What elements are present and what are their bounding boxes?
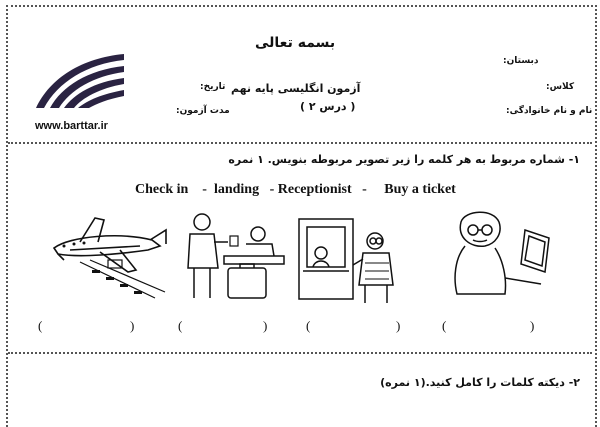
question2-instruction: ۲- دیکته کلمات را کامل کنید.(۱ نمره) <box>380 376 580 389</box>
answer-open-bracket-2: ( <box>178 318 183 333</box>
barttar-logo <box>32 48 132 108</box>
answer-close-bracket-1: ) <box>130 318 135 333</box>
exam-title: آزمون انگلیسی پایه نهم <box>231 82 361 95</box>
answer-open-bracket-4: ( <box>442 318 447 333</box>
receptionist-computer-icon <box>445 208 555 300</box>
header-divider <box>8 142 592 144</box>
website-url: www.barttar.ir <box>35 120 108 132</box>
answer-close-bracket-2: ) <box>263 318 268 333</box>
answer-open-bracket-3: ( <box>306 318 311 333</box>
question1-instruction: ۱- شماره مربوط به هر کلمه را زیر تصویر مربوطه بنویس. ۱ نمره <box>228 153 580 166</box>
exam-duration-label: مدت آزمون: <box>176 106 230 116</box>
student-name-label: نام و نام خانوادگی: <box>506 106 593 116</box>
date-label: تاریخ: <box>200 82 226 92</box>
lesson-number: ( درس ۲ ) <box>300 100 356 113</box>
logo-icon <box>32 48 132 110</box>
ticket-booth-icon <box>295 213 415 305</box>
bismillah-heading: بسمه تعالی <box>255 35 336 51</box>
hotel-reception-icon <box>180 208 290 303</box>
question1-word-list: Check in - landing - Receptionist - Buy a ticket <box>135 182 456 197</box>
answer-close-bracket-3: ) <box>396 318 401 333</box>
answer-close-bracket-4: ) <box>530 318 535 333</box>
answer-open-bracket-1: ( <box>38 318 43 333</box>
question-divider <box>8 352 592 354</box>
airplane-icon <box>40 210 170 305</box>
school-label: دبستان: <box>503 56 539 66</box>
class-label: کلاس: <box>546 82 575 92</box>
